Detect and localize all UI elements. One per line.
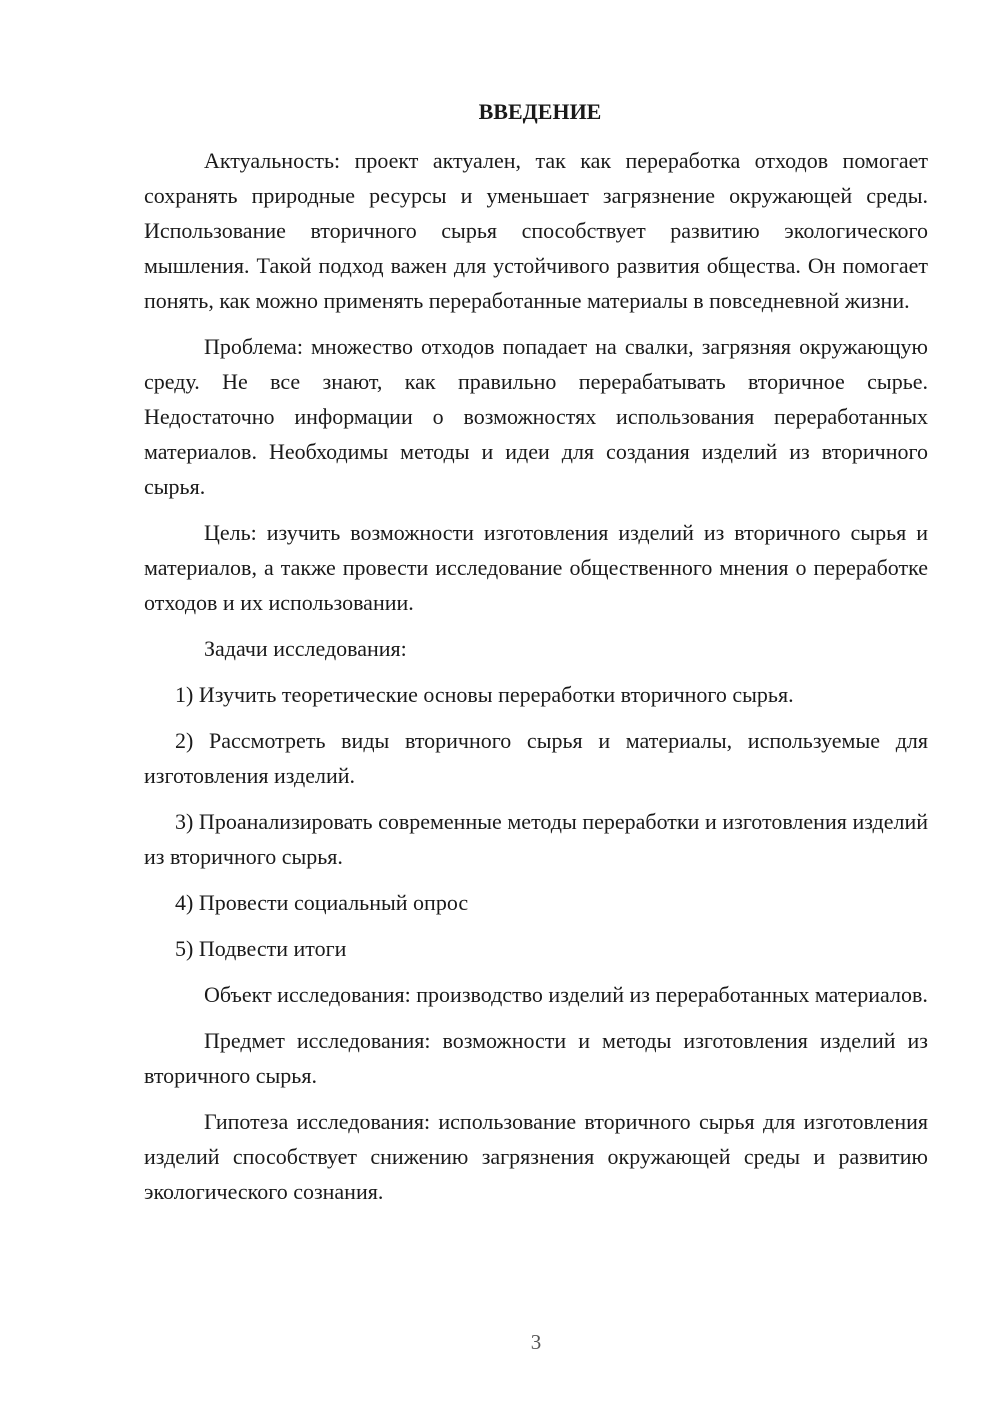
- hypothesis-paragraph: Гипотеза исследования: использование вторичного сырья для изготовления изделий способствует снижению загрязнения окружающей среды и развитию экологического сознания.: [144, 1109, 928, 1204]
- goal-paragraph: Цель: изучить возможности изготовления изделий из вторичного сырья и материалов, а также провести исследование общественного мнения о переработке отходов и их использовании.: [144, 520, 928, 615]
- problem-paragraph: Проблема: множество отходов попадает на свалки, загрязняя окружающую среду. Не все знают, как правильно перерабатывать вторичное сырье. Недостаточно информации о возможностях использования переработанных материалов. Необходимы методы и идеи для создания изделий из вторичного сырья.: [144, 334, 928, 499]
- tasks-heading: Задачи исследования:: [204, 636, 407, 661]
- object-paragraph: Объект исследования: производство изделий из переработанных материалов.: [204, 982, 928, 1007]
- task-item: 1) Изучить теоретические основы переработки вторичного сырья.: [175, 682, 794, 707]
- document-page: [144, 94, 928, 1220]
- tasks-list: [144, 677, 928, 966]
- page-number: 3: [530, 1330, 542, 1354]
- task-item: 5) Подвести итоги: [175, 936, 347, 961]
- task-item: 3) Проанализировать современные методы переработки и изготовления изделий из вторичного сырья.: [144, 809, 928, 869]
- subject-paragraph: Предмет исследования: возможности и методы изготовления изделий из вторичного сырья.: [144, 1028, 928, 1088]
- task-item: 2) Рассмотреть виды вторичного сырья и материалы, используемые для изготовления изделий.: [144, 728, 928, 788]
- relevance-paragraph: Актуальность: проект актуален, так как переработка отходов помогает сохранять природные ресурсы и уменьшает загрязнение окружающей среды. Использование вторичного сырья способствует развитию экологического мышления. Такой подход важен для устойчивого развития общества. Он помогает понять, как можно применять переработанные материалы в повседневной жизни.: [144, 148, 928, 313]
- task-item: 4) Провести социальный опрос: [175, 890, 469, 915]
- page-title: ВВЕДЕНИЕ: [478, 99, 602, 124]
